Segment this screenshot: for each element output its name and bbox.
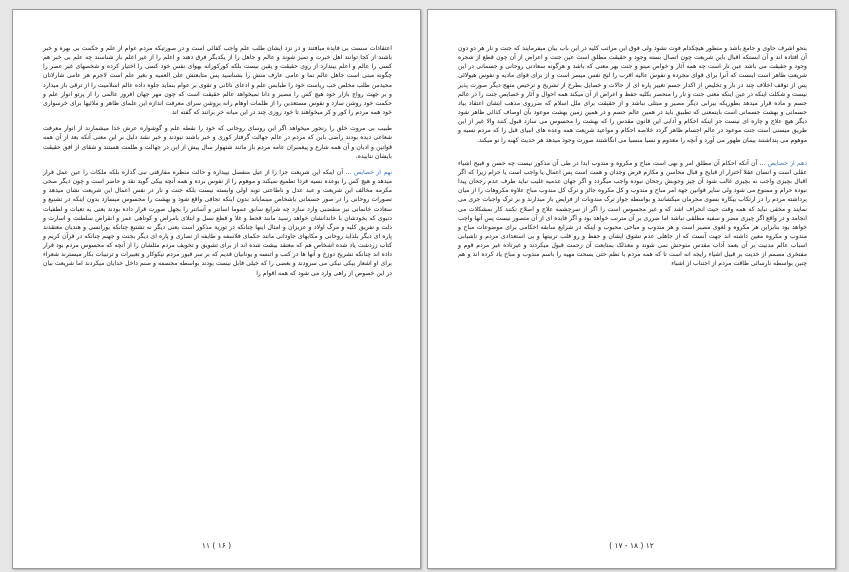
section-heading: نهم از خصایص xyxy=(353,168,393,176)
paragraph-body: ... آن اینکه این شریعت جزا را از عیل منفصل نپیداره و حالت منظره مفارقتی نبی گذاره بلکه ملکات را عین عمل قرار میدهد و هیچ کس را بوعده نسیه فردا تطمیع نمیکند و موهوم را از نفوس برده و همه آنچه بیکی گوید نقد و حاضر است و چون دیگر صحی مکرمه مخالف این شریعت و عبد عدل و ناطاعتی توبه اولی وابسته نیست بلکه جنت و نار در نفس اعمال این شریعت نشان میدهد و تصورات روحانی را در صور جسمانی باشخاص مینمایاند بدون اینکه تجافی واقع شود و بهشت را محسوس میسازد بدون اینکه در تشنیع و سعادت خانمانی نیز منقضبی وارد سازد چه شرایع سابق عموما اسانتر و آسانتر را بجهل صورت قرار داده بودند یعنی به تعبات و لطفیات دنیوی که بخودشان با خاندانشان خواهد رسید مانند قحط و غلا و قطع نسل و ابتلای بامراض و کوتاهی عمر و انقراض سلطنت و اسارت و ذلت و تفریق کلیه و مرگ اولاد و عزیزان و امثال اینها چنانکه در توریة مذکور است یعنی دیگر نه تشنیع چنانکه بورانسی و هندیان معتقدند پاره ای دیگر بلذایذ روحانی و مکابهای جاودانی مانند حکمای فلاسفه و طایفه از نصاری و پاره ای دیگر بجنت و جهنم چنانکه در قرآن کریم و کتاب زردشت یاد شده اشخاص هم که معتقد بیشت شده اند از برای تشویق و تخویف مردم مثلشان را از آنچه که محسوس مردم بود قرار داده اند چنانکه تشریح دوزخ و آنها ها در کتب و اتنسه و یونانیان قدیم که بر سر قبور مردم نیکوکار و تعبیرات و ترتیبات بکار میسترند شعراء برای او اشعار بیکی نیکی می سرودند و بعضی را که خیلی قابل نیست بودند بواسطه مجسمه و صنم داخل خدایان میکردند اما شریعت بیان در این خصوص از راهی وارد می شود که همه اقوام را xyxy=(43,168,392,277)
paragraph-with-heading xyxy=(458,159,807,269)
page-number: ( ۱۶ ) ۱۱ xyxy=(201,541,232,550)
paragraph: طبیب بی مروت خلق را رنجور میخواهد اگر این روسای روحانی که خود را نقطه علم و گوشواره عرش خدا میشمارند از انوار معرفت شعاعی دیده بودند راضی باین که مردم در عالم جهالت گرفتار کوری و خبر باشند نبودند و خبر نشد دلیل بر این معنی آنکه بعد از آن همه قوانین و ادیان و آن همه شارع و پیغمبران عامه مردم باز مانند شتهوار سال پیش از این در جهالت و ظلمت هستند و شقای از افق حقیقت بایشان نتابیده. xyxy=(43,125,392,160)
paragraph: بنحو اشرف حاوی و جامع باشد و منظور هیچکدام فوت نشود ولی فوق این مراتب کلیه در این باب بیان میفرمایند که جنت و نار هر دو دون آن افتاده اند و آن ابستکه اقبال باین شریعت چون اتصال بسته وجود و حقیقت مطلق است عین جنت و اعراض از آن چون قطع از شجره وجود و حقیقت می باشد عین نار است چه همه آثار و خواص مینو و جنت بهر معنی که باشد و هرگونه سعادتی روحانی و جسمانی در این شریعت ظاهر است اینست که آنرا برای قوای مجرده و نفوس عالیه اقرب را لیج نفس میسر است و از برای قوای مادیه و نفوس هیولائی پس از توقف اخلاف چند در نار و تخلیص از اکدار جسم تغییر پاره ای از حالات و خصایل بطرح از تشریح و ترخیص منهج دیگر صورت پذیر نیست و شکلت اینکه در عین اینکه معنی جنت و نار را منحصر بکلیه حفظ و اعراض از آن میکند همه احوال و آثار و خصایص جنت را در عالم جسم و ماده قرار میدهد بطوریکه بیرابی دیگر مصیر و مبتلی نباشد و از حقیقت برای ملل اسلام که ضرروی مذهب ایشان اعتقاد بیاد جسمانی و بهشت جسمانی است باینمعنی که تطبیق باید در همین عالم جسم و در همین زمین بهشت موعود بآن اوصاف کذائی ظاهر شود دیگر هیچ علاج و چاره ای نیست جز اینکه احکام و آدابی این قانون مقدس را که بهشت را محسوس می سازد قبول کنند والا غیر از این طریق میسنی است جنت موعود در عالم اجسام ظاهر گردد خلاصه احکام و مواعید شریعت همه وعده های انبیای قبل را که مردم نسیه و موهوم می پنداشتند بیمان ظهور می آورد و آنچه را معدوم و نسیا منسیا می انگاشتند صورت وجود میدهد هر حدیث کهنه را نو میکند. xyxy=(458,45,807,144)
document-page-left xyxy=(12,9,421,569)
section-heading: دهم از خصایص xyxy=(767,159,808,167)
paragraph-with-heading xyxy=(43,168,392,278)
page-number: ۱۲ ( ۱۸ - ۱۷ ) xyxy=(609,541,654,550)
paragraph: اعتقادات سست بی فایده میافتند و در نزد ایشان طلب علم واجب کفائی است و در صورتیکه مردم عوام از علم و حکمت بی بهره و خبر باشند از کجا توانند اهل خبرت و تمیز شوند و عالم و جاهل را از یکدیگر فرق دهند و اعلم را از غیر اعلم باز شناسند چه علم بی خبر هم کسی را عالم و اعلم بیندارد از روی حقیقت و یقین نیست بلکه کورکورانه بهوای نفس خود کسی را اختیار کرده و شخصهای غیر عصر را چگونه مبنی است جاهل عالم نما و عامی عارف منش را بشناسید پس متابعتش علی العمیه و بغیر علم است لاجرم هر عامی شارلاتان محیدمن طلب مخلص حب ریاست خود را طبابس علم و ادعای نائانی و تقوی بر عوام بنماید جلوه داده عالم اسلامیت را از ترقی باز میدارد و بر جهت رواج بازار خود هیچ کس را مصیر و دانا نمیخواهد عالم حقیقت است که چون مهر جهان افروز عالمی را از پرتو انوار علم و حکمت خود روشن سازد و نفوس مستعدین را از ظلمات اوهام رانه بروشن سرای معرفت اندازه این علمای ظاهر و ملائیها برای خرسواری خود همه مردم را کور و کر میخواهند تا خود روزی چند در این میانه خر برانند که گفته اند xyxy=(43,45,392,117)
page-text-right xyxy=(458,44,807,276)
document-page-right xyxy=(427,9,836,569)
paragraph-body: ... آن آنکه احکام آن مطلق امر و نهی است مباح و مکروه و مندوب ابدا در طی آن مذکور نیست چه حسن و قبیح اشیاء عقلی است و انسان عقلا اخترار از قبایح و قبال محاسن و مکارم فرض وجدان و همت است پس اعمال یا واجب است یا حرام زیرا که اگر اقبال بچیزی واجب نه بچیزی غالب شود آن چیز وجوبش رجحان نبوده واجب میگردد و اگر جهان عدمیه غلیب نباید طرف عدم رجحان پیدا نبوده حرام و ممنوع می شود ولی سایر قوانین جهة امر مباح و مندوب و کل مکروه جائز و ترک کل مندوب مباح علاوه مکروهات را از میان برداشته مردم را در ارتکاب بیکاره بسوی محرمان میکشانند و بواسطه جواز ترک مندوبات از فرایض باز میدارند و بر ترک واجبات جری می نمایند و مخفی نباید که همه وقت حیث انحراف اشد که و غیر محسوس است را اگر از سرچشمه علاج و اصلاح نکنند کار بمشکلات می انجامد و در واقع اگر چیزی مضر و سفیه مطلقی نباشد اما ضرری بر آن مترتب خواهد بود و اگر فایده ای از آن متصور نیست پس آنها واجب خواهد بود بنابراین هر مکروه و لغوی مصیر است و هر مندوب و مباحی محبوب و اینکه در شرایع سابقه احکامی برای موضوعات مباح و مندوب و مکروه معین داشته اند جهت آنست که از جاهلی عدم تشوق ایشان و حفظ و رو قلب تربیتها و بی استعدادی مردم و ناشیابی اسباب عالم مدنیت بر آن بعمد آداب مقدس متوحش نمی شوند و معذلک بمتابعت آن زحمت قبول میکردند و غیرتاده غیر مردم قوم و مفتخری مصمم از خدیت بر قبیل اشیاء رایجه انه است تا که همه مردم با نظم حتی بسحت مهیه را باسم مندوب و مباح یاد کرده اند و هم چنین بواسطه نارسائی طاقت مردم از اجتناب از اشیاء xyxy=(458,159,807,268)
page-text-left xyxy=(43,44,392,285)
